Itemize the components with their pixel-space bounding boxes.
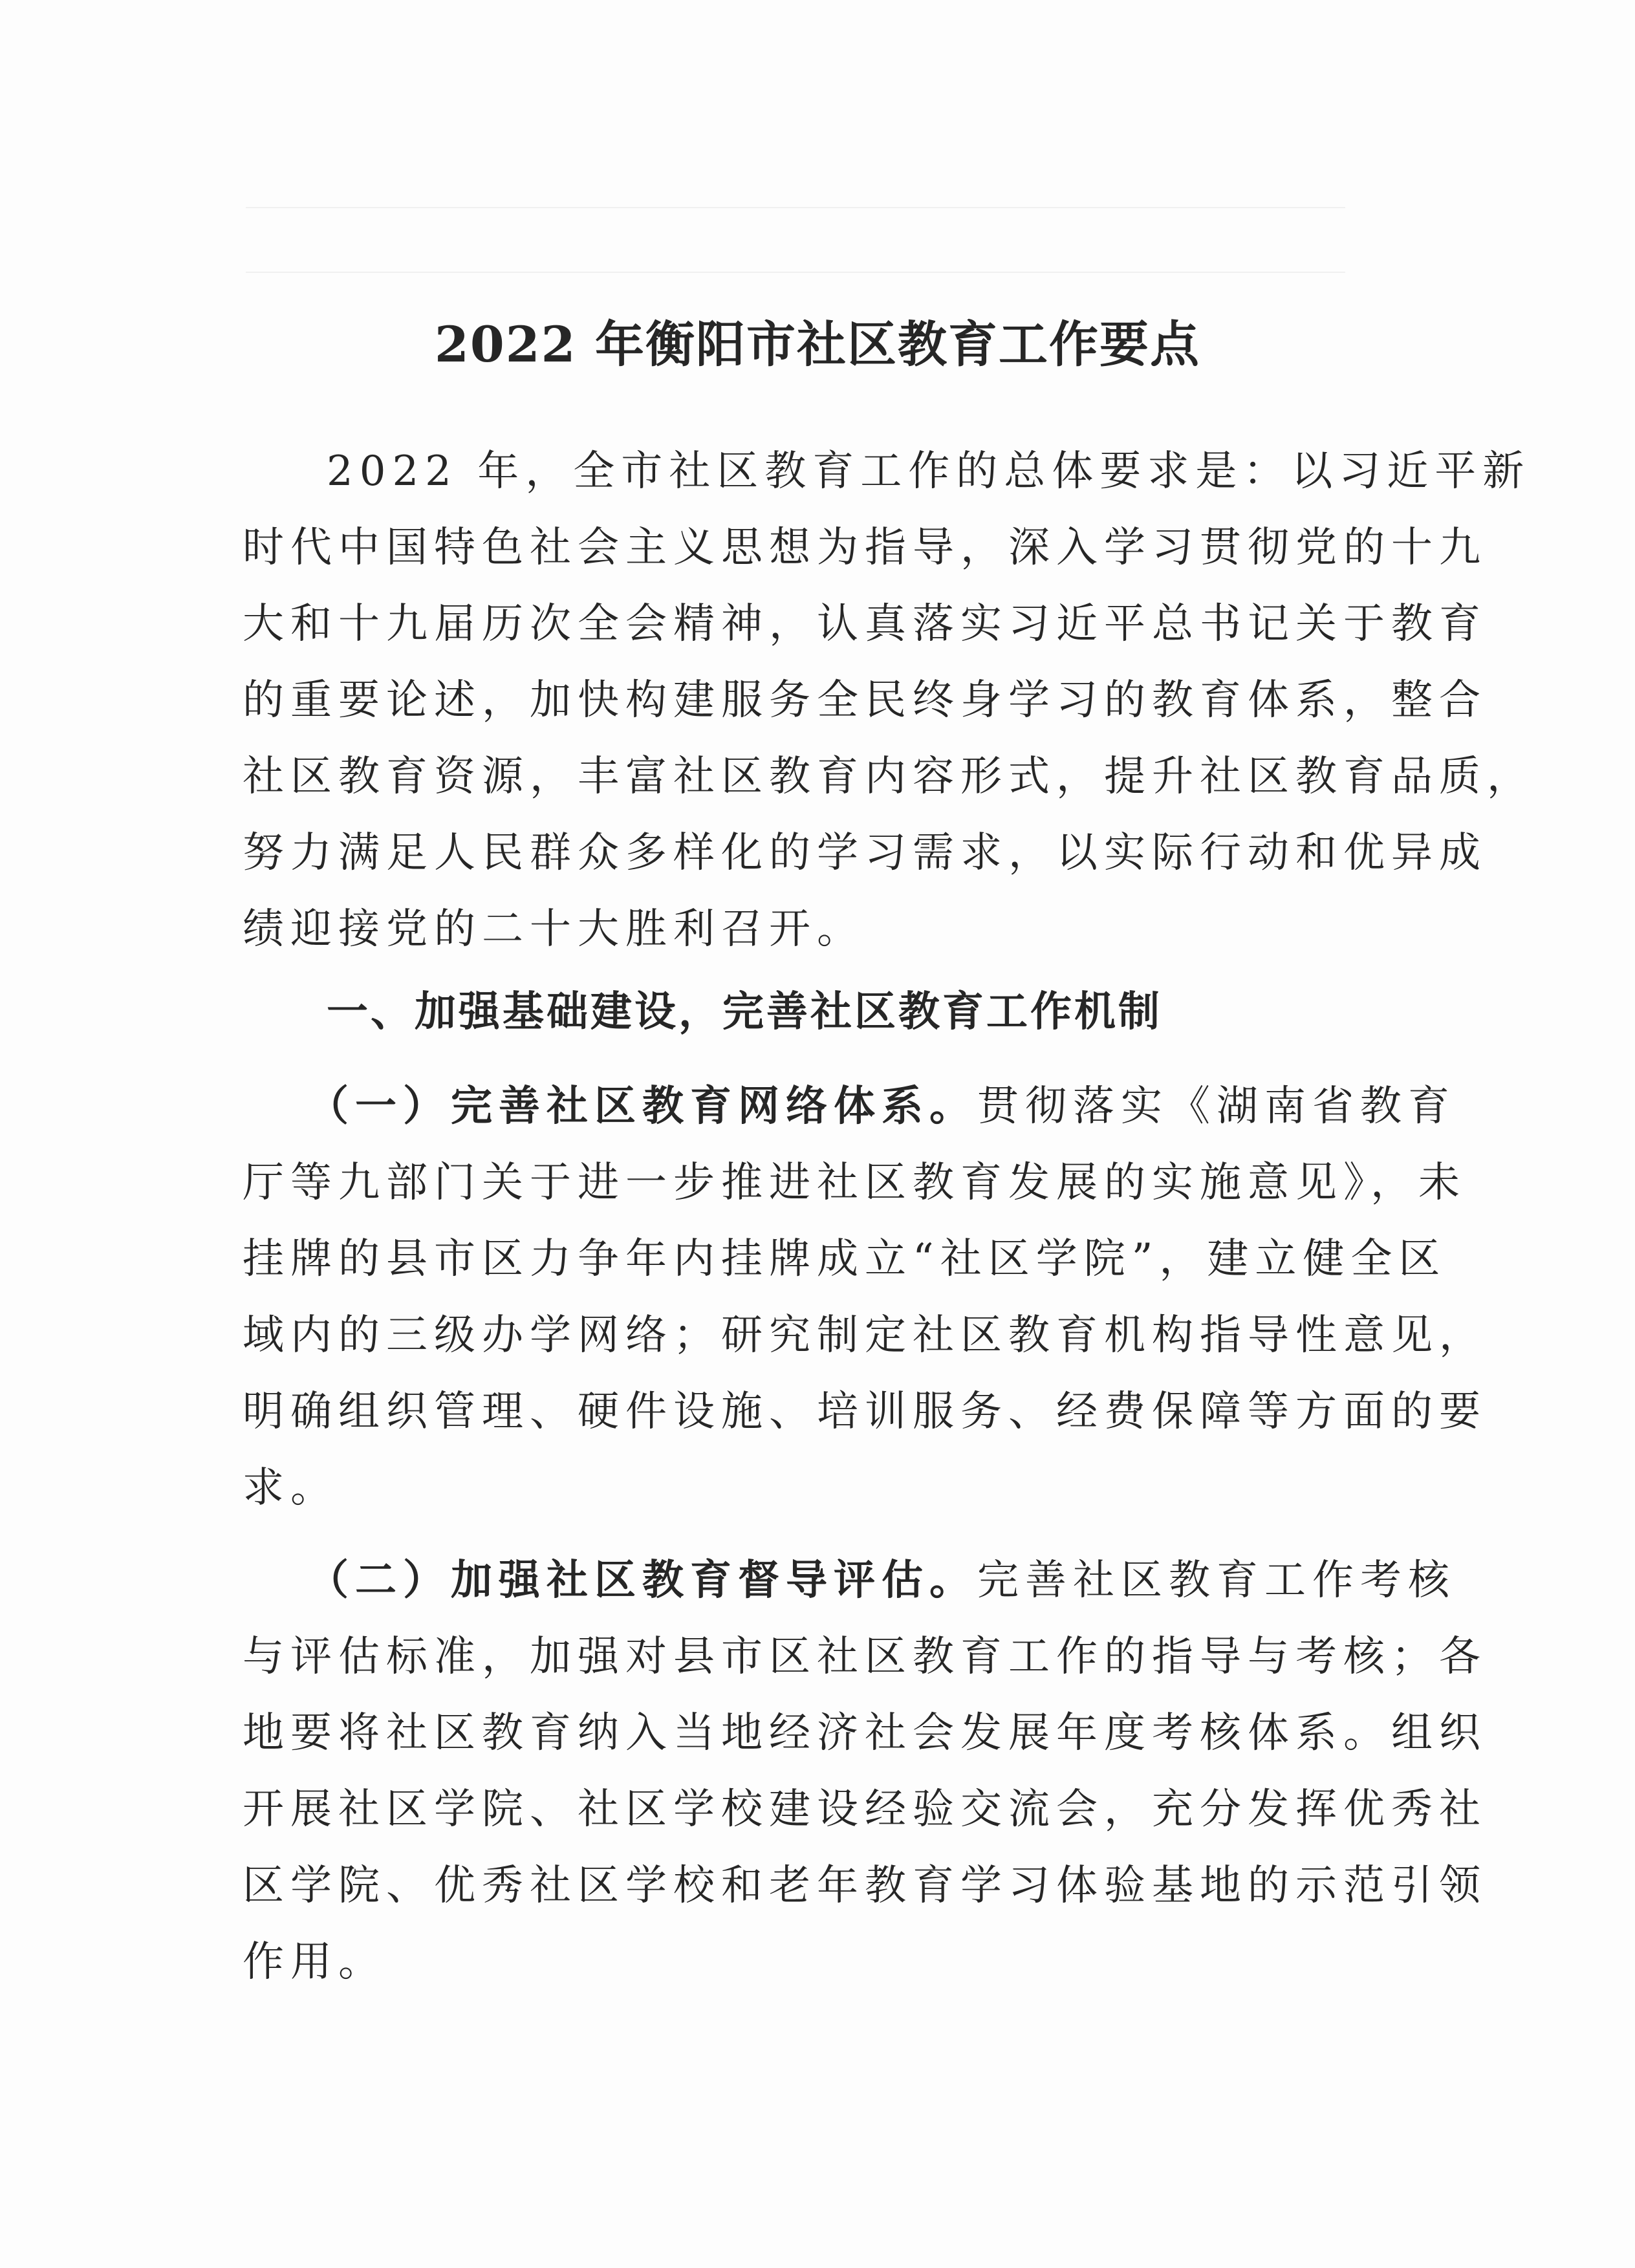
paragraph-line: 挂牌的县市区力争年内挂牌成立“社区学院”，建立健全区 (243, 1235, 1447, 1283)
paragraph-line (243, 1542, 1456, 1619)
section-item-1 (243, 1068, 1487, 1526)
paragraph-line: 求。 (243, 1464, 338, 1512)
paragraph-line (243, 1068, 1456, 1145)
paragraph-line: 社区教育资源，丰富社区教育内容形式，提升社区教育品质， (243, 753, 1535, 801)
paragraph-line: 域内的三级办学网络；研究制定社区教育机构指导性意见， (243, 1312, 1487, 1359)
paragraph-line: 区学院、优秀社区学校和老年教育学习体验基地的示范引领 (243, 1862, 1487, 1910)
item-lead: （二）加强社区教育督导评估。 (307, 1556, 977, 1604)
intro-paragraph (243, 433, 1535, 967)
item-lead: （一）完善社区教育网络体系。 (307, 1082, 977, 1130)
paragraph-line: 努力满足人民群众多样化的学习需求，以实际行动和优异成 (243, 829, 1487, 877)
paragraph-line: 作用。 (243, 1938, 386, 1986)
bleed-through-line (246, 207, 1345, 208)
item-lead-rest: 贯彻落实《湖南省教育 (977, 1083, 1456, 1130)
paragraph-line: 厅等九部门关于进一步推进社区教育发展的实施意见》，未 (243, 1159, 1466, 1207)
item-lead-rest: 完善社区教育工作考核 (977, 1557, 1456, 1604)
paragraph-line: 绩迎接党的二十大胜利召开。 (243, 905, 865, 953)
paragraph-line: 明确组织管理、硬件设施、培训服务、经费保障等方面的要 (243, 1388, 1487, 1436)
paragraph-line: 大和十九届历次全会精神，认真落实习近平总书记关于教育 (243, 600, 1487, 648)
paragraph-line: 的重要论述，加快构建服务全民终身学习的教育体系，整合 (243, 676, 1487, 724)
paragraph-line: 时代中国特色社会主义思想为指导，深入学习贯彻党的十九 (243, 524, 1487, 572)
paragraph-line: 2022 年，全市社区教育工作的总体要求是：以习近平新 (327, 448, 1531, 495)
paragraph-line: 地要将社区教育纳入当地经济社会发展年度考核体系。组织 (243, 1709, 1487, 1757)
document-title: 2022 年衡阳市社区教育工作要点 (435, 316, 1200, 373)
section-item-2 (243, 1542, 1487, 2000)
paragraph-line: 开展社区学院、社区学校建设经验交流会，充分发挥优秀社 (243, 1786, 1487, 1833)
section-heading: 一、加强基础建设，完善社区教育工作机制 (327, 988, 1162, 1036)
paragraph-line: 与评估标准，加强对县市区社区教育工作的指导与考核；各 (243, 1633, 1487, 1681)
bleed-through-line (246, 272, 1345, 273)
